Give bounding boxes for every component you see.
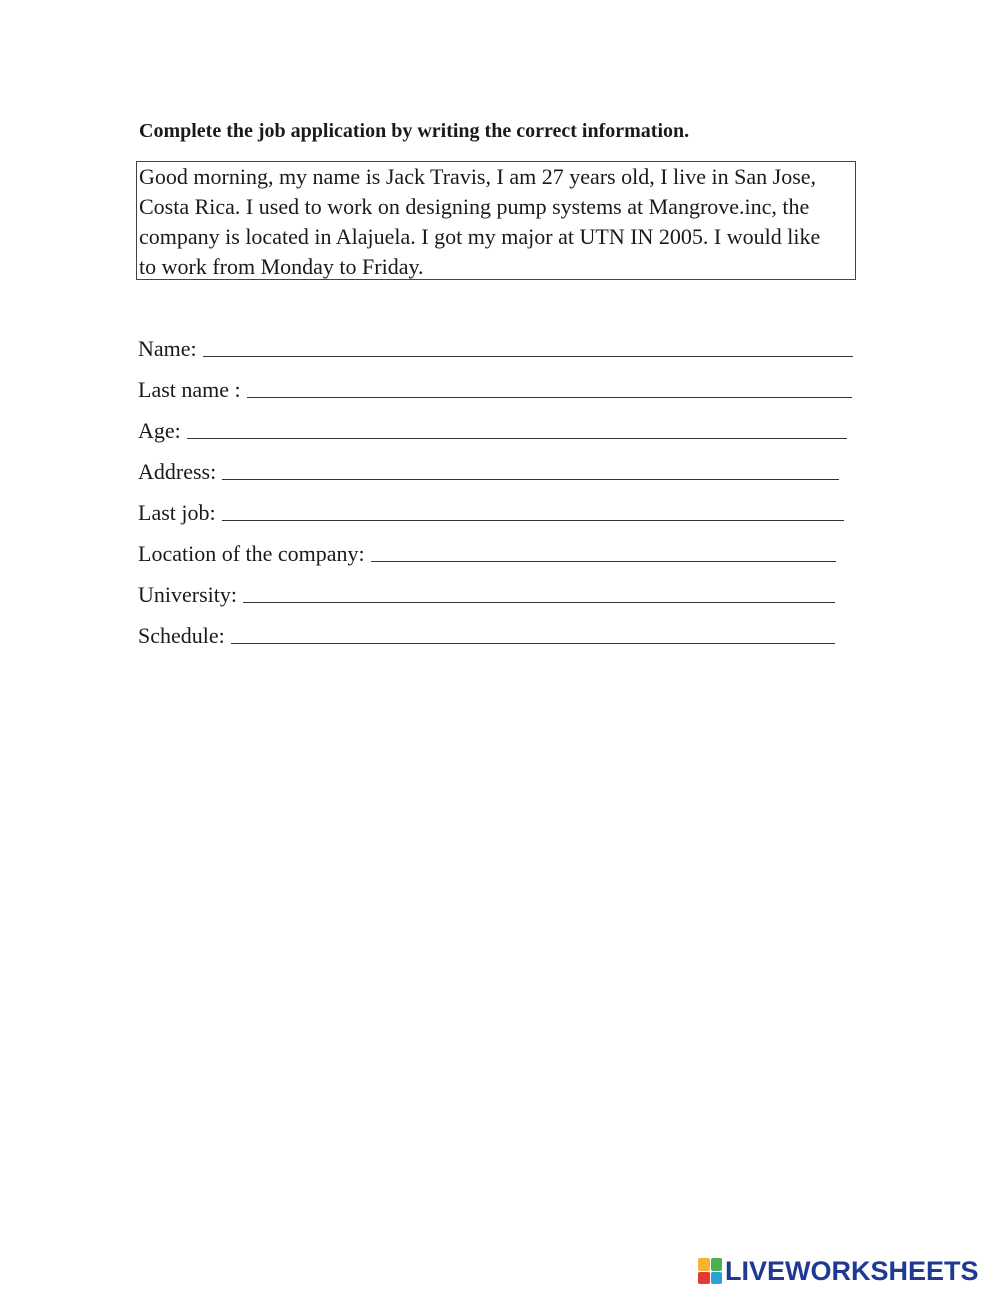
instruction-heading: Complete the job application by writing the correct information. — [139, 120, 690, 142]
form-row-last-job — [138, 498, 844, 526]
age-label: Age: — [138, 418, 181, 443]
last-name-answer-blank[interactable] — [247, 397, 852, 398]
reading-passage-box — [136, 161, 856, 280]
address-label: Address: — [138, 459, 217, 484]
schedule-answer-blank[interactable] — [231, 643, 835, 644]
university-answer-blank[interactable] — [243, 602, 835, 603]
form-row-schedule — [138, 621, 835, 649]
form-row-name — [138, 334, 853, 362]
schedule-label: Schedule: — [138, 623, 225, 648]
passage-line: to work from Monday to Friday. — [139, 254, 424, 279]
form-row-address — [138, 457, 839, 485]
liveworksheets-blocks-icon — [698, 1258, 722, 1284]
logo-block — [698, 1272, 710, 1285]
last-job-label: Last job: — [138, 500, 216, 525]
university-label: University: — [138, 582, 237, 607]
form-row-age — [138, 416, 847, 444]
logo-block — [711, 1258, 723, 1271]
passage-line: company is located in Alajuela. I got my major at UTN IN 2005. I would like — [139, 224, 821, 249]
form-row-university — [138, 580, 835, 608]
passage-line: Good morning, my name is Jack Travis, I am 27 years old, I live in San Jose, — [139, 164, 817, 189]
form-row-location — [138, 539, 836, 567]
location-answer-blank[interactable] — [371, 561, 836, 562]
passage-line: Costa Rica. I used to work on designing pump systems at Mangrove.inc, the — [139, 194, 810, 219]
logo-block — [711, 1272, 723, 1285]
age-answer-blank[interactable] — [187, 438, 847, 439]
liveworksheets-logo — [698, 1256, 979, 1286]
logo-block — [698, 1258, 710, 1271]
form-row-last-name — [138, 375, 852, 403]
logo-text: LIVEWORKSHEETS — [725, 1256, 979, 1286]
last-name-label: Last name : — [138, 377, 241, 402]
location-label: Location of the company: — [138, 541, 365, 566]
name-answer-blank[interactable] — [203, 356, 853, 357]
name-label: Name: — [138, 336, 197, 361]
address-answer-blank[interactable] — [222, 479, 839, 480]
last-job-answer-blank[interactable] — [222, 520, 844, 521]
